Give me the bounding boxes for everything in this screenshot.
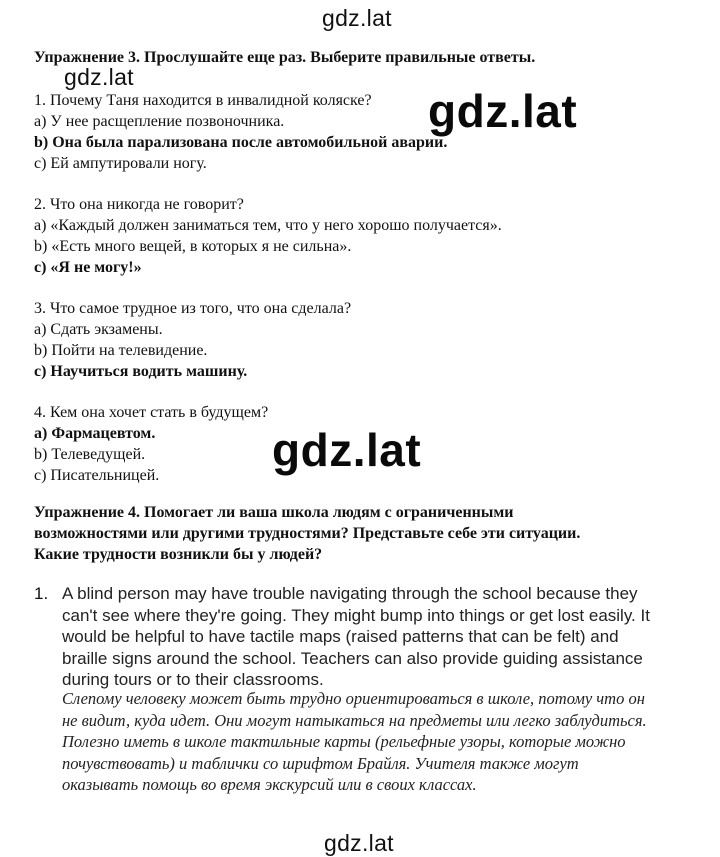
watermark-big-2: gdz.lat bbox=[272, 424, 422, 476]
q3-question: 3. Что самое трудное из того, что она сделала? bbox=[34, 300, 352, 317]
q2-option-a: a) «Каждый должен заниматься тем, что у него хорошо получается». bbox=[34, 217, 502, 234]
item1-number: 1. bbox=[34, 584, 49, 603]
watermark-top: gdz.lat bbox=[322, 5, 392, 31]
watermark-left: gdz.lat bbox=[64, 64, 134, 90]
q3-option-c: c) Научиться водить машину. bbox=[34, 363, 248, 380]
exercise4-title-line3: Какие трудности возникли бы у людей? bbox=[34, 546, 323, 563]
q4-option-b: b) Телеведущей. bbox=[34, 446, 146, 463]
q4-option-a: a) Фармацевтом. bbox=[34, 425, 156, 442]
watermark-big-1: gdz.lat bbox=[428, 85, 578, 137]
watermark-bottom: gdz.lat bbox=[324, 830, 394, 856]
q2-option-b: b) «Есть много вещей, в которых я не сильна». bbox=[34, 238, 352, 255]
q2-option-c: c) «Я не могу!» bbox=[34, 259, 142, 276]
q2-question: 2. Что она никогда не говорит? bbox=[34, 196, 244, 213]
exercise4-title-line1: Упражнение 4. Помогает ли ваша школа людям с ограниченными bbox=[34, 504, 514, 521]
exercise3-title: Упражнение 3. Прослушайте еще раз. Выберите правильные ответы. bbox=[34, 49, 536, 66]
q4-option-c: c) Писательницей. bbox=[34, 467, 160, 484]
item1-russian: Слепому человеку может быть трудно ориентироваться в школе, потому что он не видит, куда идет. Они могут натыкаться на предметы или легко заблудиться. Полезно иметь в школе тактильные карты (рельефные узоры, которые можно почувствовать) и таблички со шрифтом Брайля. Учителя также могут оказывать помощь во время экскурсий или в своих классах. bbox=[62, 689, 647, 794]
q4-question: 4. Кем она хочет стать в будущем? bbox=[34, 404, 269, 421]
q1-question: 1. Почему Таня находится в инвалидной коляске? bbox=[34, 92, 372, 109]
exercise4-title-line2: возможностями или другими трудностями? Представьте себе эти ситуации. bbox=[34, 525, 581, 542]
item1-english: A blind person may have trouble navigating through the school because they can't see where they're going. They might bump into things or get lost easily. It would be helpful to have tactile maps (raised patterns that can be felt) and braille signs around the school. Teachers can also provide guiding assistance during tours or to their classrooms. bbox=[62, 584, 650, 689]
q1-option-c: c) Ей ампутировали ногу. bbox=[34, 155, 207, 172]
q3-option-a: a) Сдать экзамены. bbox=[34, 321, 163, 338]
q1-option-b: b) Она была парализована после автомобильной аварии. bbox=[34, 134, 448, 151]
q1-option-a: a) У нее расщепление позвоночника. bbox=[34, 113, 285, 130]
q3-option-b: b) Пойти на телевидение. bbox=[34, 342, 208, 359]
